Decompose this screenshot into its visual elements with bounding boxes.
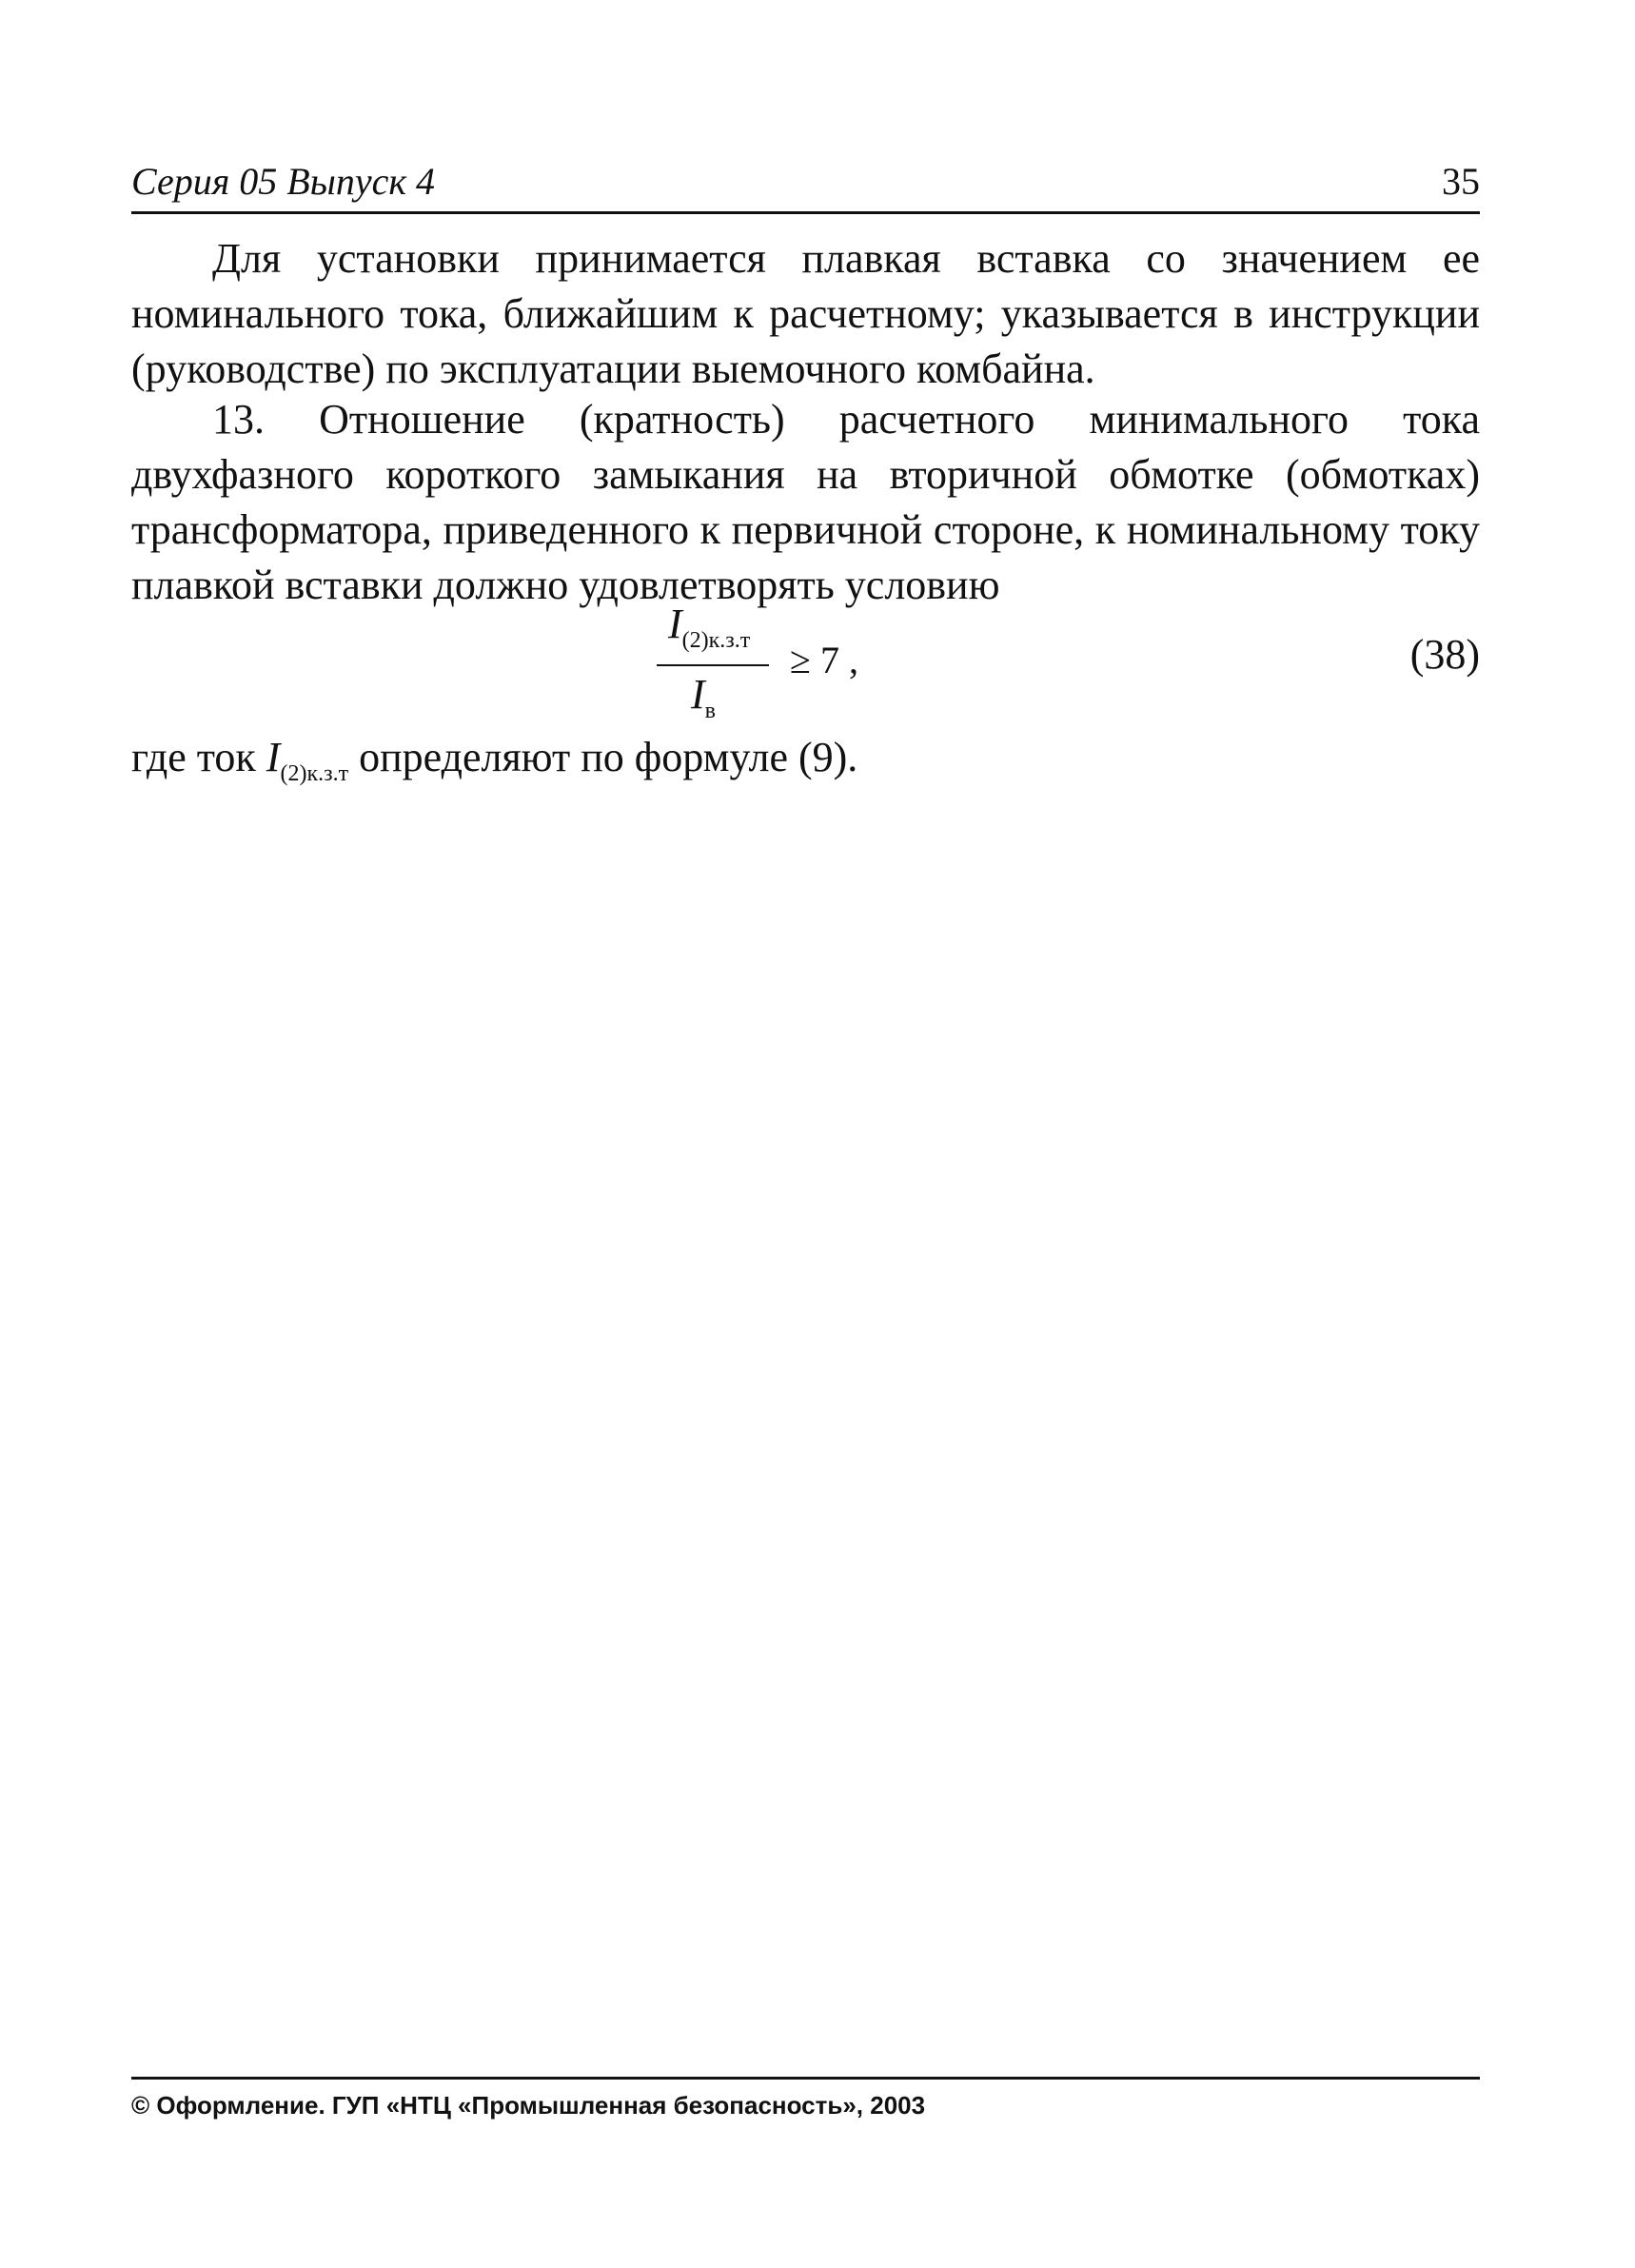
page-number: 35	[1442, 160, 1480, 203]
copyright-text: © Оформление. ГУП «НТЦ «Промышленная безопасность», 2003	[131, 2091, 926, 2120]
paragraph-1	[131, 231, 1480, 397]
where-variable: I	[266, 734, 281, 780]
fraction-line	[657, 664, 769, 666]
numerator-subscript: (2)к.з.т	[681, 628, 751, 653]
fraction-denominator	[691, 670, 716, 723]
where-suffix: определяют по формуле (9).	[348, 734, 858, 780]
fraction-numerator	[668, 600, 751, 653]
page-header	[131, 152, 1480, 214]
formula-38	[657, 600, 904, 723]
numerator-variable: I	[668, 601, 682, 647]
where-subscript: (2)к.з.т	[280, 761, 349, 786]
formula-relation: ≥ 7 ,	[790, 639, 858, 681]
denominator-variable: I	[691, 671, 705, 718]
paragraph-text: Для установки принимается плавкая вставка со значением ее номинального тока, ближайшим к расчетному; указывается в инструкции (руководстве) по эксплуатации выемочного комбайна.	[131, 235, 1480, 392]
where-prefix: где ток	[131, 734, 266, 780]
paragraph-2	[131, 392, 1480, 613]
paragraph-text: 13. Отношение (кратность) расчетного минимального тока двухфазного короткого замыкания на вторичной обмотке (обмотках) трансформатора, приведенного к первичной стороне, к номинальному току плавкой вставки должно удовлетворять условию	[131, 396, 1480, 608]
where-clause	[131, 733, 858, 786]
series-title: Серия 05 Выпуск 4	[131, 160, 436, 203]
equation-number: (38)	[1409, 631, 1480, 678]
page-footer	[131, 2077, 1480, 2120]
denominator-subscript: в	[704, 699, 716, 723]
